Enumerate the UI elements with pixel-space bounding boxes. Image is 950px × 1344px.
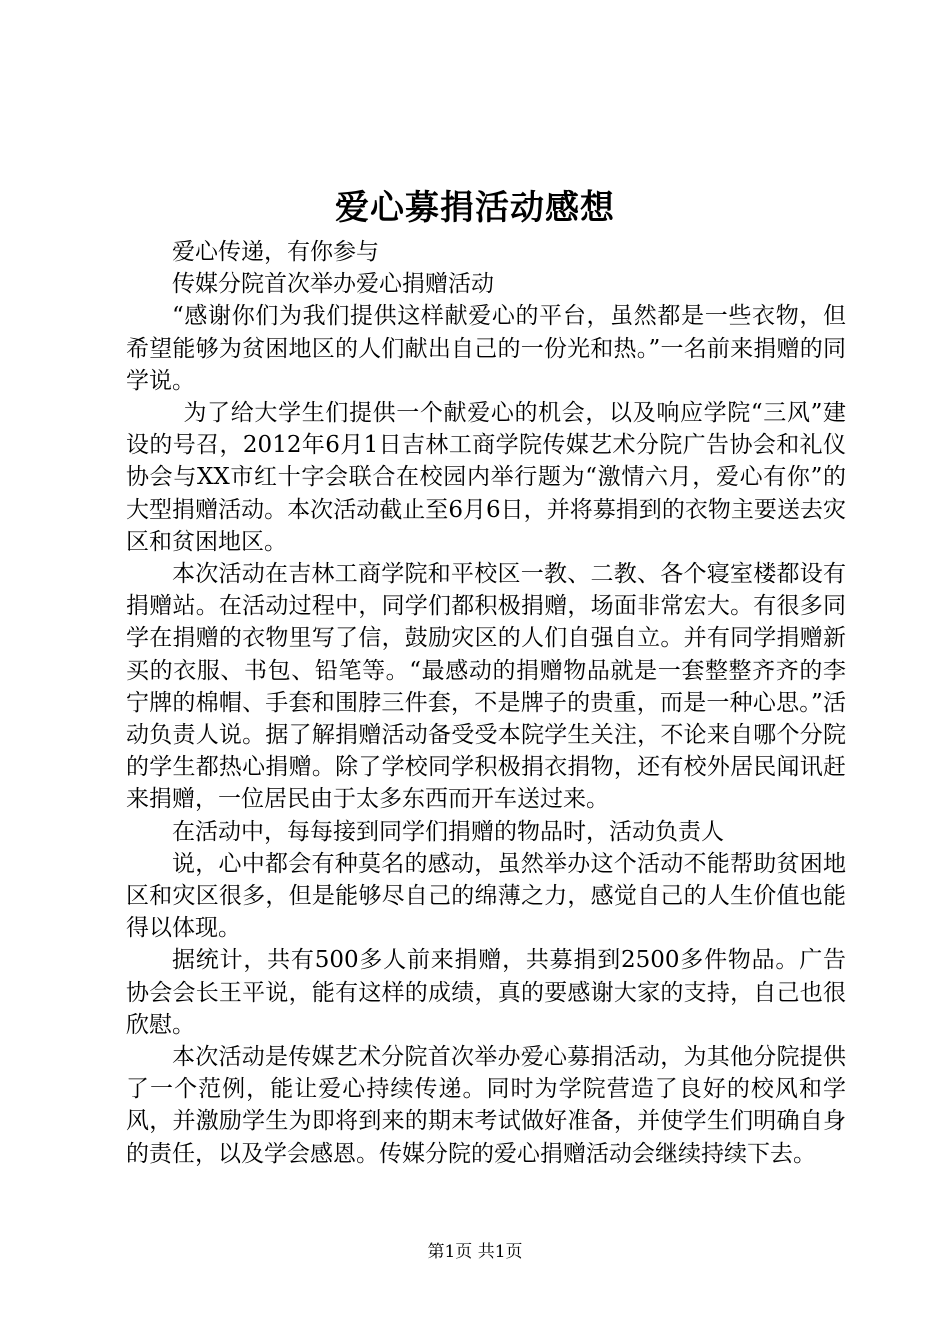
page-footer: 第1页 共1页 [427,1242,523,1262]
paragraph-organizer-2: 说，心中都会有种莫名的感动，虽然举办这个活动不能帮助贫困地区和灾区很多，但是能够尽自己的绵薄之力，感觉自己的人生价值也能得以体现。 [126,850,846,942]
paragraph-event-details: 本次活动在吉林工商学院和平校区一教、二教、各个寝室楼都设有捐赠站。在活动过程中，同学们都积极捐赠，场面非常宏大。有很多同学在捐赠的衣物里写了信，鼓励灾区的人们自强自立。并有同学捐赠新买的衣服、书包、铅笔等。“最感动的捐赠物品就是一套整整齐齐的李宁牌的棉帽、手套和围脖三件套，不是牌子的贵重，而是一种心思。”活动负责人说。据了解捐赠活动备受受本院学生关注，不论来自哪个分院的学生都热心捐赠。除了学校同学积极捐衣捐物，还有校外居民闻讯赶来捐赠，一位居民由于太多东西而开车送过来。 [126,561,846,813]
paragraph-quote: “感谢你们为我们提供这样献爱心的平台，虽然都是一些衣物，但希望能够为贫困地区的人们献出自己的一份光和热。”一名前来捐赠的同学说。 [126,303,846,394]
paragraph-event-intro: 为了给大学生们提供一个献爱心的机会，以及响应学院“三风”建设的号召，2012年6月1日吉林工商学院传媒艺术分院广告协会和礼仪协会与XX市红十字会联合在校园内举行题为“激情六月，爱心有你”的大型捐赠活动。本次活动截止至6月6日，并将募捐到的衣物主要送去灾区和贫困地区。 [126,400,846,555]
document-title: 爱心募捐活动感想 [335,188,615,228]
subtitle-line-1: 爱心传递，有你参与 [172,239,379,265]
paragraph-statistics: 据统计，共有500多人前来捐赠，共募捐到2500多件物品。广告协会会长王平说，能有这样的成绩，真的要感谢大家的支持，自己也很欣慰。 [126,947,846,1038]
paragraph-organizer-1: 在活动中，每每接到同学们捐赠的物品时，活动负责人 [172,818,724,845]
subtitle-line-2: 传媒分院首次举办爱心捐赠活动 [172,271,494,298]
paragraph-conclusion: 本次活动是传媒艺术分院首次举办爱心募捐活动，为其他分院提供了一个范例，能让爱心持续传递。同时为学院营造了良好的校风和学风，并激励学生为即将到来的期末考试做好准备，并使学生们明确自身的责任，以及学会感恩。传媒分院的爱心捐赠活动会继续持续下去。 [126,1044,846,1167]
document-body [126,236,846,1170]
